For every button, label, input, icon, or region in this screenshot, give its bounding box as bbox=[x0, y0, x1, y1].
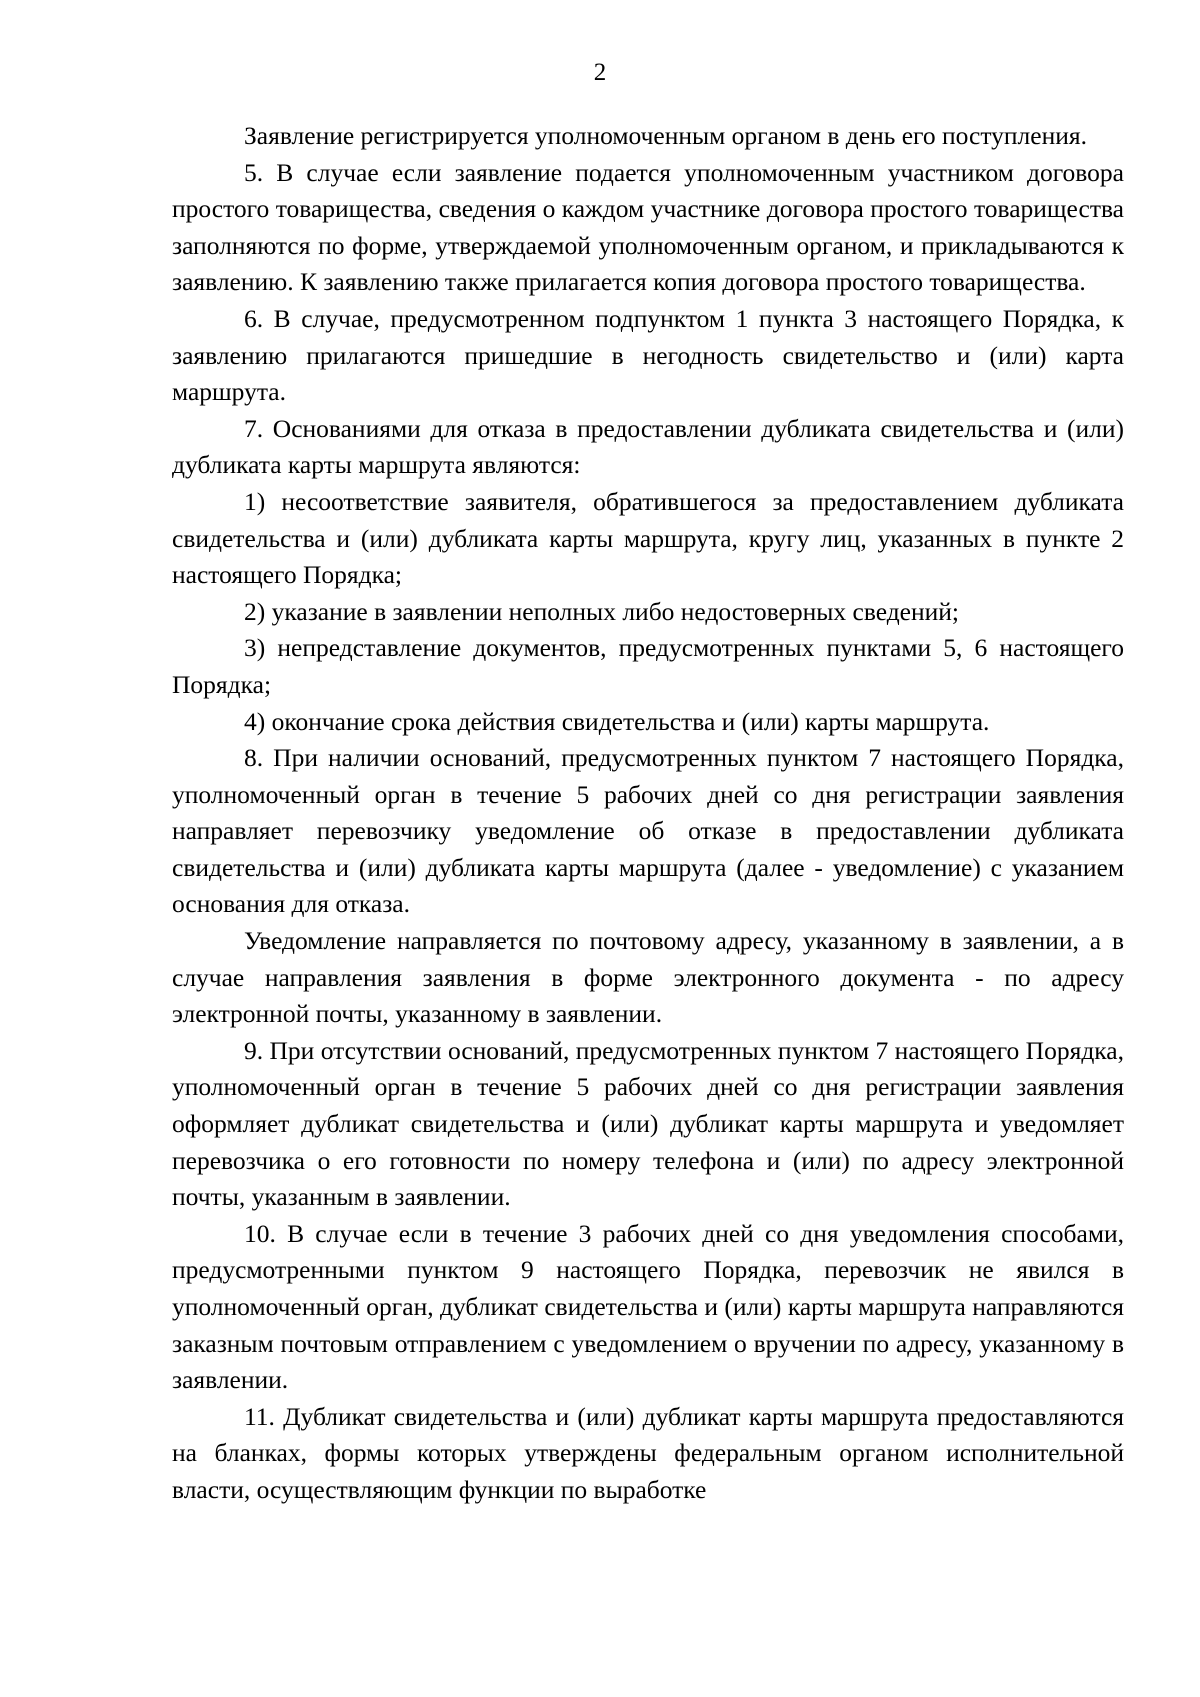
paragraph-8: 8. При наличии оснований, предусмотренных пунктом 7 настоящего Порядка, уполномоченный орган в течение 5 рабочих дней со дня регистрации заявления направляет перевозчику уведомление об отказе в предоставлении дубликата свидетельства и (или) дубликата карты маршрута (далее - уведомление) с указанием основания для отказа. bbox=[172, 743, 1124, 919]
paragraph-7-item-2: 2) указание в заявлении неполных либо недостоверных сведений; bbox=[244, 596, 960, 626]
paragraph-7: 7. Основаниями для отказа в предоставлении дубликата свидетельства и (или) дубликата карты маршрута являются: bbox=[172, 413, 1124, 480]
paragraph-notification: Уведомление направляется по почтовому адресу, указанному в заявлении, а в случае направления заявления в форме электронного документа - по адресу электронной почты, указанному в заявлении. bbox=[172, 926, 1124, 1029]
paragraph-6: 6. В случае, предусмотренном подпунктом 1 пункта 3 настоящего Порядка, к заявлению прилагаются пришедшие в негодность свидетельство и (или) карта маршрута. bbox=[172, 303, 1124, 407]
paragraph-7-item-1: 1) несоответствие заявителя, обратившегося за предоставлением дубликата свидетельства и (или) дубликата карты маршрута, кругу лиц, указанных в пункте 2 настоящего Порядка; bbox=[172, 486, 1124, 590]
paragraph-7-item-4: 4) окончание срока действия свидетельства и (или) карты маршрута. bbox=[244, 706, 990, 736]
paragraph-7-item-3: 3) непредставление документов, предусмотренных пунктами 5, 6 настоящего Порядка; bbox=[172, 633, 1124, 699]
paragraph-9: 9. При отсутствии оснований, предусмотренных пунктом 7 настоящего Порядка, уполномоченный орган в течение 5 рабочих дней со дня регистрации заявления оформляет дубликат свидетельства и (или) дубликат карты маршрута и уведомляет перевозчика о его готовности по номеру телефона и (или) по адресу электронной почты, указанным в заявлении. bbox=[172, 1035, 1124, 1212]
paragraph-10: 10. В случае если в течение 3 рабочих дней со дня уведомления способами, предусмотренными пунктом 9 настоящего Порядка, перевозчик не явился в уполномоченный орган, дубликат свидетельства и (или) карты маршрута направляются заказным почтовым отправлением с уведомлением о вручении по адресу, указанному в заявлении. bbox=[172, 1218, 1124, 1395]
page-number: 2 bbox=[593, 59, 607, 86]
paragraph-11: 11. Дубликат свидетельства и (или) дубликат карты маршрута предоставляются на бланках, формы которых утверждены федеральным органом исполнительной власти, осуществляющим функции по выработке bbox=[172, 1401, 1124, 1504]
document-body bbox=[172, 118, 1124, 1509]
paragraph-registration: Заявление регистрируется уполномоченным органом в день его поступления. bbox=[244, 121, 1087, 150]
paragraph-5: 5. В случае если заявление подается уполномоченным участником договора простого товарищества, сведения о каждом участнике договора простого товарищества заполняются по форме, утверждаемой уполномоченным органом, и прикладываются к заявлению. К заявлению также прилагается копия договора простого товарищества. bbox=[172, 157, 1124, 297]
